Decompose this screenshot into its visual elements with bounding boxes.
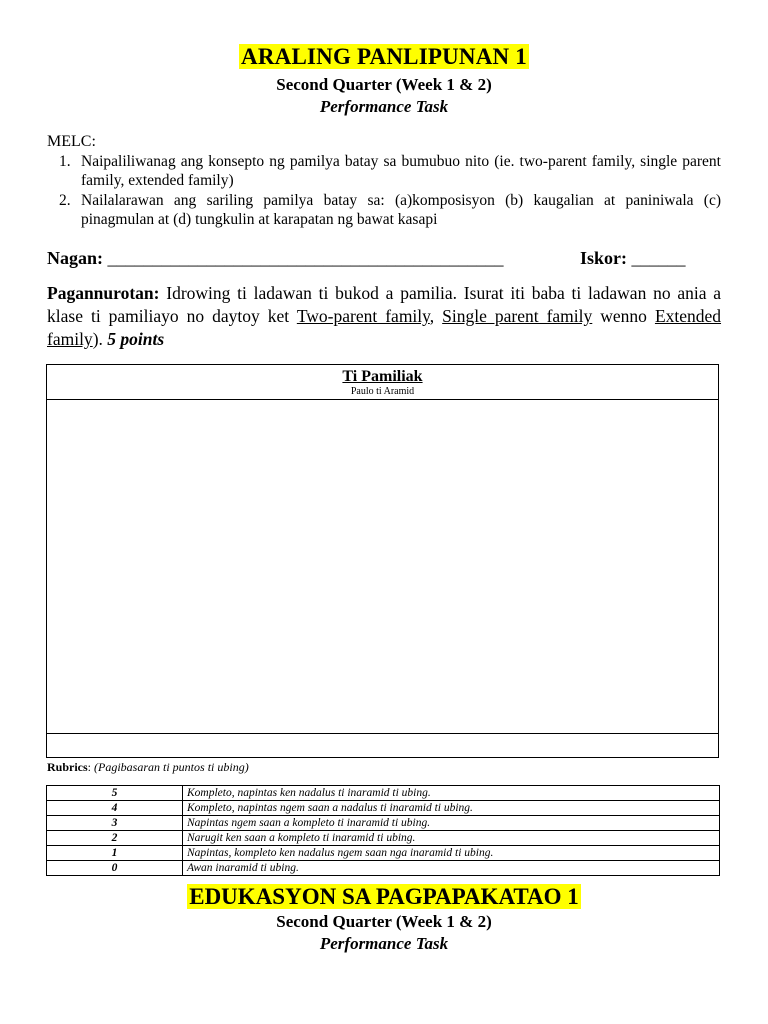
option-single-parent: Single parent family [442,306,593,326]
rubric-description: Kompleto, napintas ken nadalus ti inaramid ti ubing. [183,786,720,801]
subject-title-text: ARALING PANLIPUNAN 1 [241,44,527,69]
quarter-label: Second Quarter (Week 1 & 2) [276,75,492,94]
melc-item [47,191,721,229]
melc-item-number: 1. [59,153,71,170]
rubrics-label [47,760,249,775]
subject-title-araling-panlipunan [0,44,768,70]
rubric-row [47,816,720,831]
rubric-row [47,861,720,876]
rubrics-note: (Pagibasaran ti puntos ti ubing) [94,760,249,774]
instructions-sep: wenno [592,306,655,326]
drawing-box-title: Ti Pamiliak [342,368,423,385]
task-label: Performance Task [319,97,449,116]
rubrics-label-colon: : [87,760,95,774]
score-group [580,248,686,269]
instructions [47,282,721,351]
rubric-score: 4 [47,801,183,816]
melc-item-text: Nailalarawan ang sariling pamilya batay sa: (a)komposisyon (b) kaugalian at paniniwala (c) pinagmulan at (d) tungkulin at karapatan ng bawat kasapi [81,192,721,228]
score-field[interactable]: ______ [631,248,686,268]
rubric-score: 5 [47,786,183,801]
rubric-description: Napintas ngem saan a kompleto ti inaramid ti ubing. [183,816,720,831]
melc-label-text: MELC [47,133,92,150]
melc-item-text: Naipaliliwanag ang konsepto ng pamilya batay sa bumubuo nito (ie. two-parent family, single parent family, extended family) [81,153,721,189]
instructions-sep: , [429,306,443,326]
rubric-score: 2 [47,831,183,846]
name-label: Nagan: [47,248,104,268]
quarter-label: Second Quarter (Week 1 & 2) [276,912,492,931]
rubric-table [46,785,720,876]
drawing-box-subtitle: Paulo ti Aramid [350,386,415,397]
task-label: Performance Task [319,934,449,953]
instructions-text: Idrowing ti ladawan ti bukod a pamilia. Isurat iti baba ti ladawan no ania a klase ti pamiliayo no daytoy ket [47,283,721,326]
rubric-row [47,846,720,861]
name-score-row [47,248,721,269]
rubric-description: Napintas, kompleto ken nadalus ngem saan nga inaramid ti ubing. [183,846,720,861]
melc-item [47,152,721,190]
score-label: Iskor: [580,248,628,268]
rubric-score: 0 [47,861,183,876]
drawing-box-header [47,365,718,400]
rubric-row [47,831,720,846]
option-two-parent: Two-parent family [296,306,430,326]
melc-item-number: 2. [59,192,71,209]
name-field[interactable]: ____________________________________________ [107,248,504,268]
option-extended: Extended family [47,306,722,349]
melc-label [47,133,96,151]
drawing-area[interactable] [47,400,718,733]
rubric-row [47,786,720,801]
subject-title-edukasyon [0,884,768,910]
points-label: 5 points [107,329,165,349]
melc-list [47,152,721,229]
rubric-score: 3 [47,816,183,831]
rubrics-label-text: Rubrics [47,760,88,774]
drawing-box [46,364,719,758]
rubric-score: 1 [47,846,183,861]
instructions-end: ). [92,329,108,349]
family-type-answer-field[interactable] [47,733,718,757]
subject-title-text: EDUKASYON SA PAGPAPAKATAO 1 [189,884,579,909]
melc-label-colon: : [91,133,96,150]
rubric-row [47,801,720,816]
rubric-description: Kompleto, napintas ngem saan a nadalus ti inaramid ti ubing. [183,801,720,816]
instructions-label: Pagannurotan: [47,283,160,303]
rubric-description: Awan inaramid ti ubing. [183,861,720,876]
rubric-description: Narugit ken saan a kompleto ti inaramid ti ubing. [183,831,720,846]
